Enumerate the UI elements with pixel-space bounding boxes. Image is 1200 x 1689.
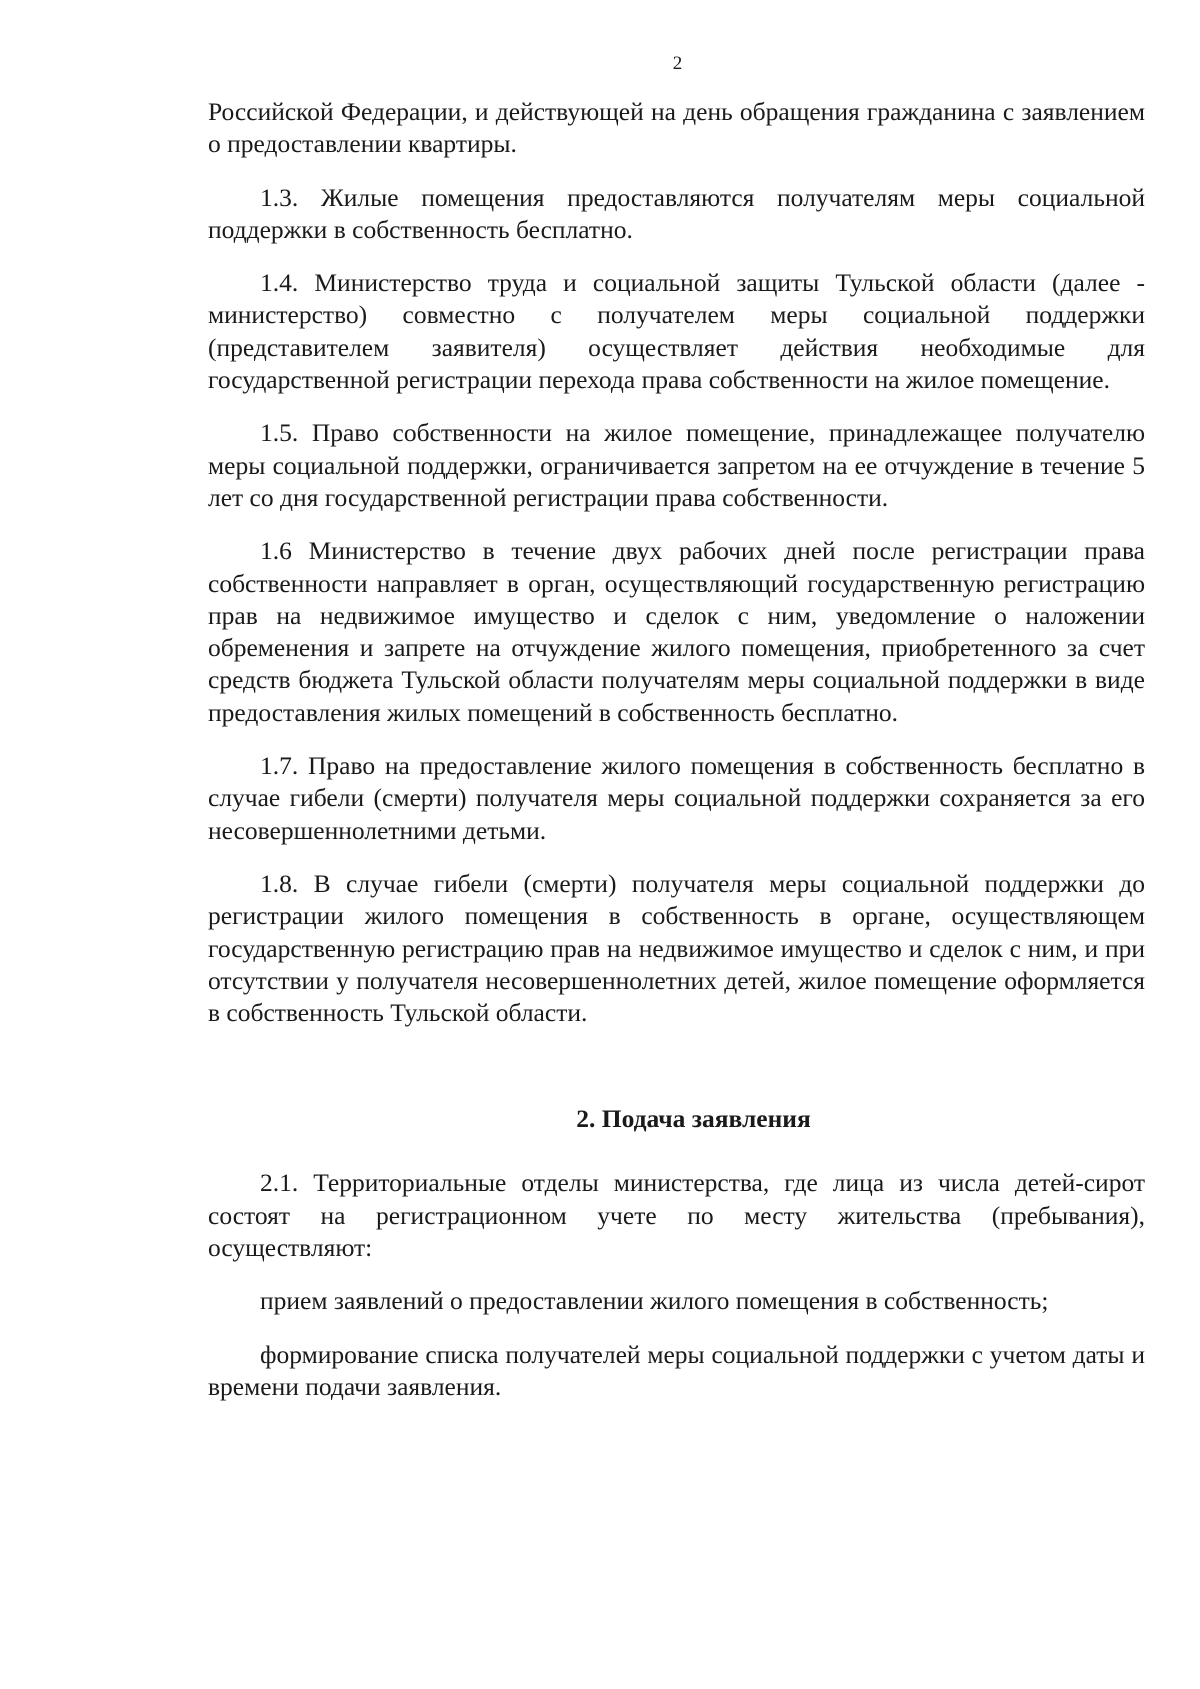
document-body: [208, 96, 1145, 1424]
paragraph-continuation: Российской Федерации, и действующей на день обращения гражданина с заявлением о предоставлении квартиры.: [208, 97, 1145, 159]
paragraph-list-formation: формирование списка получателей меры социальной поддержки с учетом даты и времени подачи заявления.: [208, 1339, 1145, 1401]
paragraph-1-3: 1.3. Жилые помещения предоставляются получателям меры социальной поддержки в собственность бесплатно.: [208, 182, 1145, 244]
paragraph-1-8: 1.8. В случае гибели (смерти) получателя меры социальной поддержки до регистрации жилого помещения в собственность в органе, осуществляющем государственную регистрацию прав на недвижимое имущество и сделок с ним, и при отсутствии у получателя несовершеннолетних детей, жилое помещение оформляется в собственность Тульской области.: [208, 868, 1145, 1028]
paragraph-applications: прием заявлений о предоставлении жилого помещения в собственность;: [260, 1286, 1049, 1316]
paragraph-1-7: 1.7. Право на предоставление жилого помещения в собственность бесплатно в случае гибели (смерти) получателя меры социальной поддержки сохраняется за его несовершеннолетними детьми.: [208, 751, 1145, 845]
paragraph-2-1: 2.1. Территориальные отделы министерства, где лица из числа детей-сирот состоят на регистрационном учете по месту жительства (пребывания), осуществляют:: [208, 1168, 1145, 1263]
paragraph-1-5: 1.5. Право собственности на жилое помещение, принадлежащее получателю меры социальной поддержки, ограничивается запретом на ее отчуждение в течение 5 лет со дня государственной регистрации права собственности.: [208, 418, 1145, 512]
paragraph-1-4: 1.4. Министерство труда и социальной защиты Тульской области (далее - министерство) совместно с получателем меры социальной поддержки (представителем заявителя) осуществляет действия необходимые для государственной регистрации перехода права собственности на жилое помещение.: [208, 268, 1145, 395]
section-heading: 2. Подача заявления: [576, 1104, 811, 1134]
page-number: 2: [672, 53, 683, 74]
paragraph-1-6: 1.6 Министерство в течение двух рабочих дней после регистрации права собственности направляет в орган, осуществляющий государственную регистрацию прав на недвижимое имущество и сделок с ним, уведомление о наложении обременения и запрете на отчуждение жилого помещения, приобретенного за счет средств бюджета Тульской области получателям меры социальной поддержки в виде предоставления жилых помещений в собственность бесплатно.: [208, 536, 1145, 727]
